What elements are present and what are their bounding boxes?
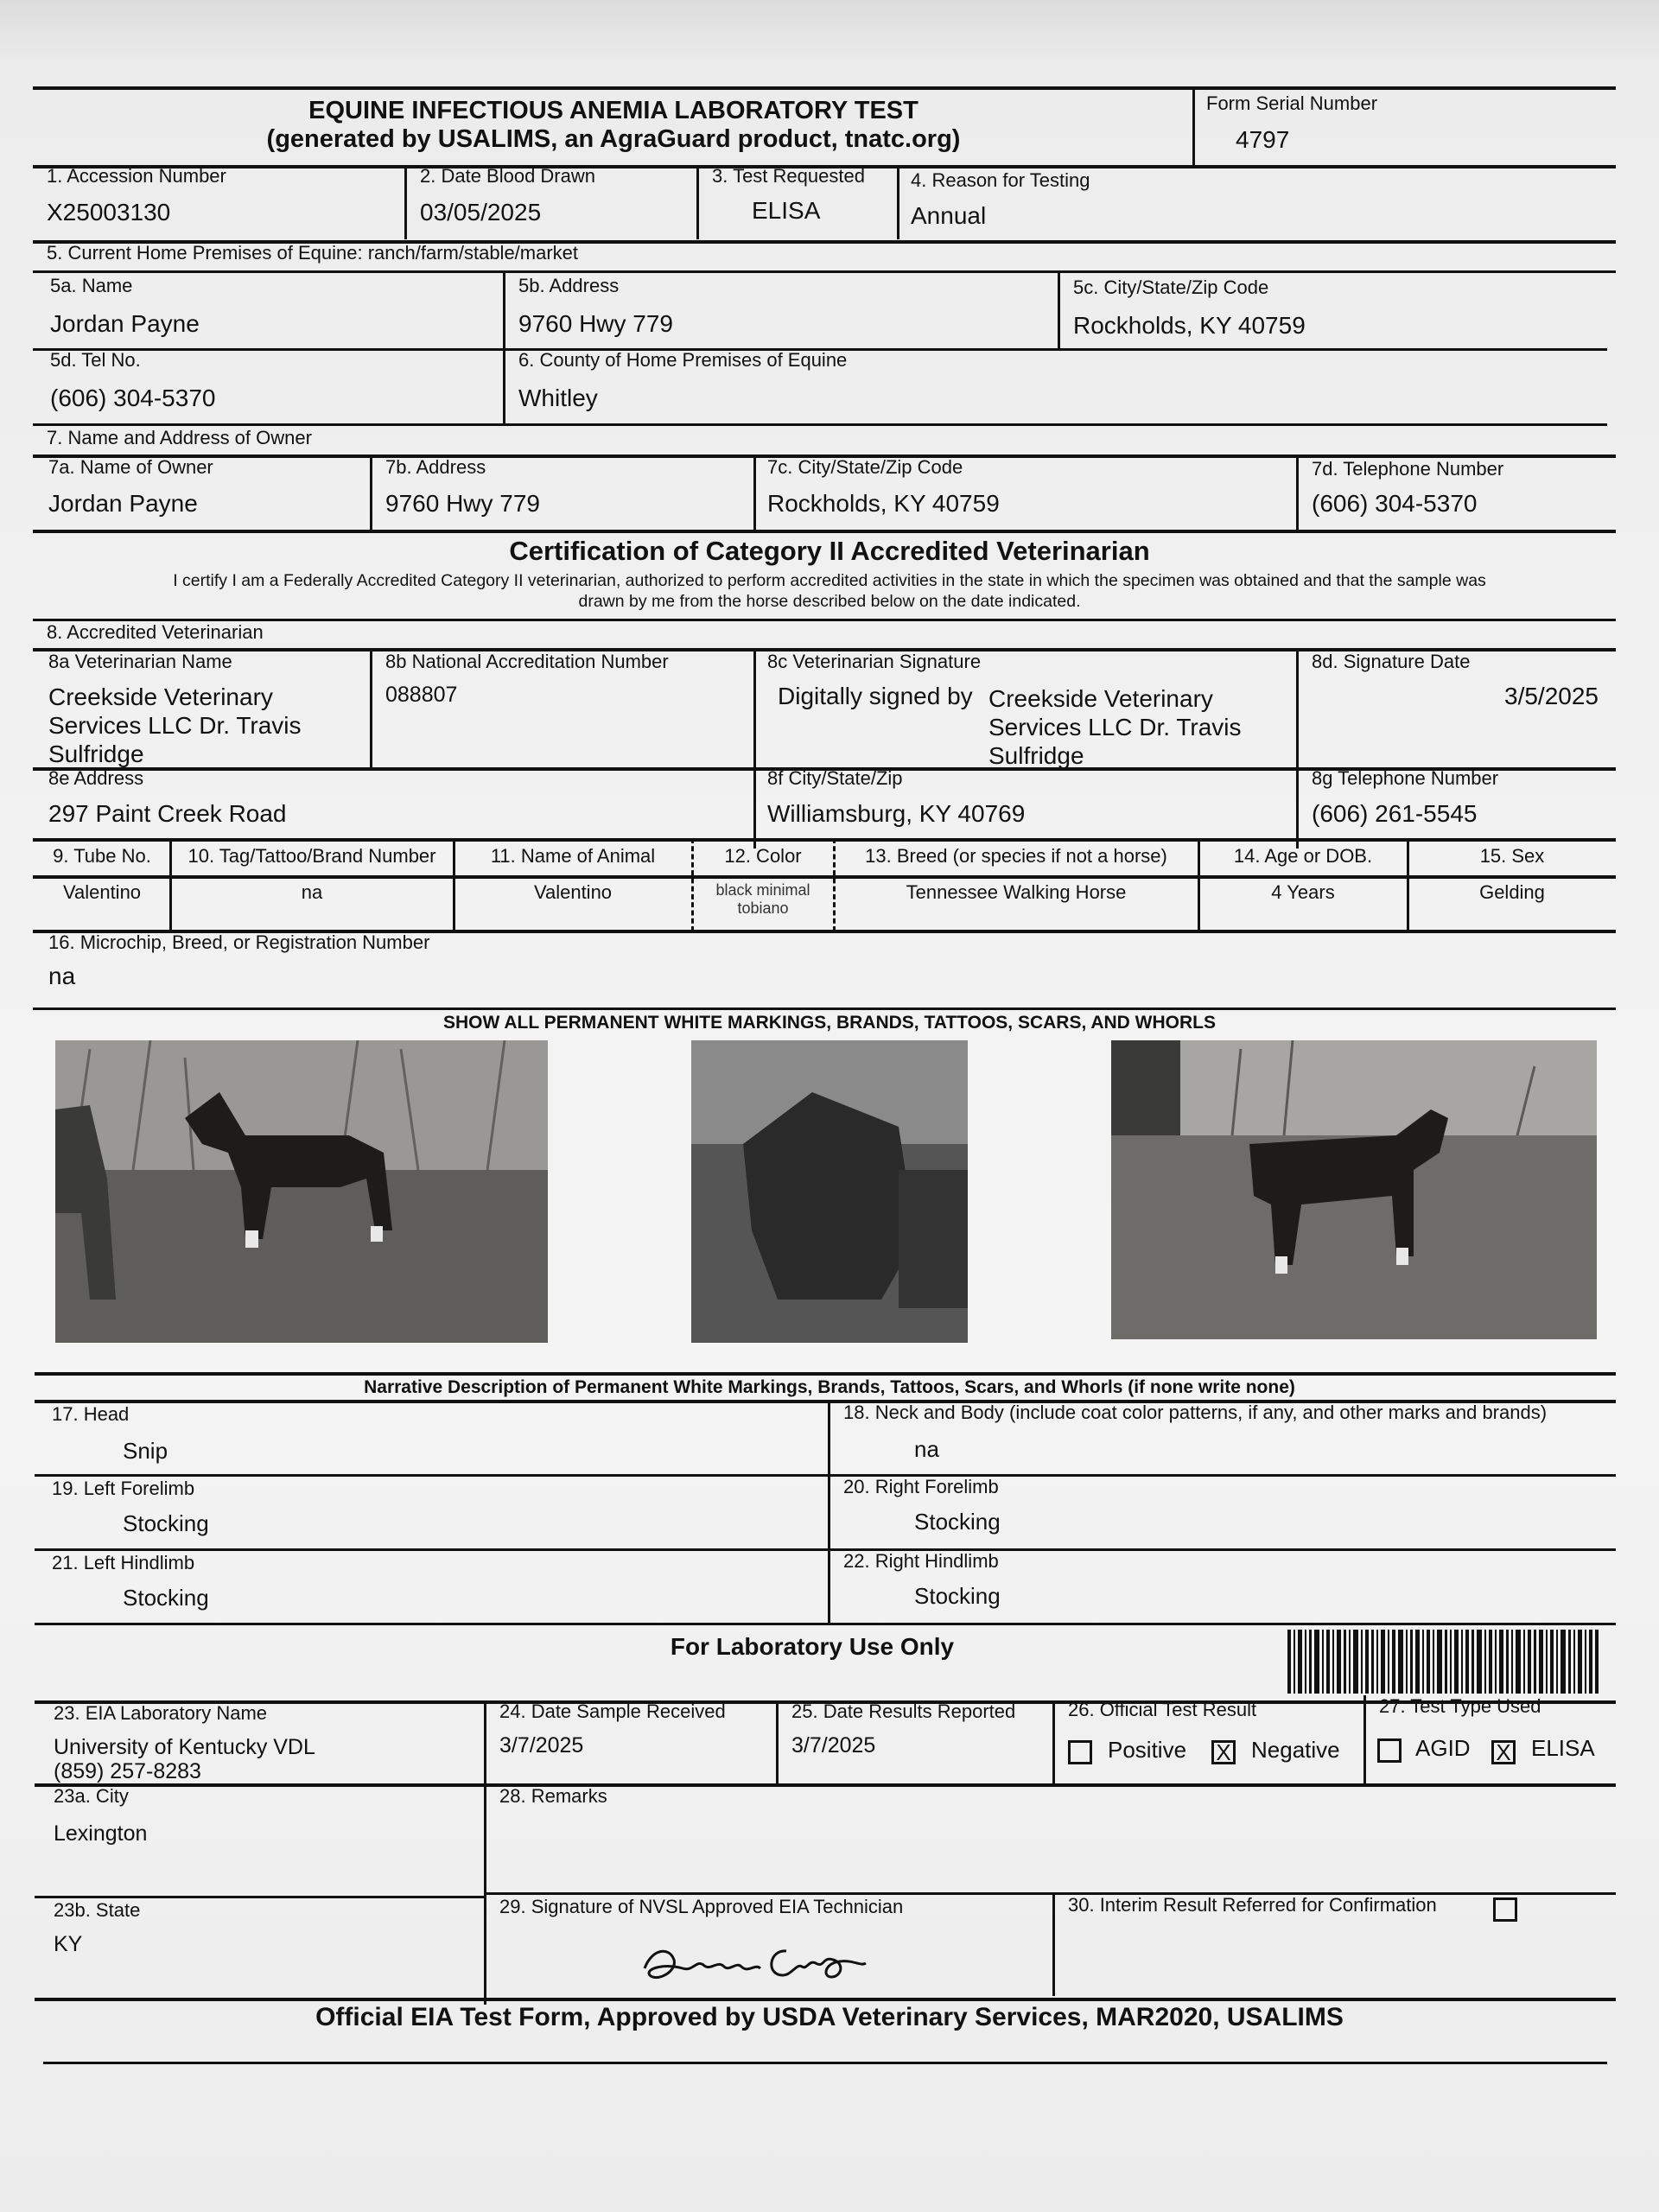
premises-city-value: Rockholds, KY 40759	[1073, 312, 1306, 339]
divider	[503, 270, 505, 424]
lab-state-label: 23b. State	[54, 1899, 141, 1921]
row-rule	[33, 1007, 1616, 1010]
divider	[370, 454, 372, 531]
horse-photo-left-image	[55, 1040, 548, 1343]
right-forelimb-value: Stocking	[914, 1509, 1001, 1535]
horse-photo-middle	[691, 1040, 968, 1343]
premises-name-label: 5a. Name	[50, 275, 133, 296]
owner-name-value: Jordan Payne	[48, 490, 198, 517]
row-rule	[33, 619, 1616, 621]
elisa-checkbox[interactable]	[1491, 1740, 1516, 1764]
nan-label: 8b National Accreditation Number	[385, 651, 669, 672]
neck-body-value: na	[914, 1436, 939, 1462]
vet-address-label: 8e Address	[48, 767, 144, 789]
lab-state-value: KY	[54, 1932, 83, 1956]
signature-date-value: 3/5/2025	[1504, 683, 1599, 709]
owner-tel-value: (606) 304-5370	[1312, 490, 1478, 517]
lab-city-label: 23a. City	[54, 1785, 129, 1807]
positive-label: Positive	[1108, 1737, 1187, 1763]
positive-checkbox[interactable]	[1068, 1740, 1092, 1764]
lab-name-label: 23. EIA Laboratory Name	[54, 1702, 268, 1724]
serial-value: 4797	[1236, 126, 1290, 153]
vet-name-line3: Sulfridge	[48, 741, 144, 767]
form-title	[35, 97, 1192, 154]
lab-city-value: Lexington	[54, 1821, 148, 1846]
divider	[1052, 1892, 1055, 1996]
footer-text: Official EIA Test Form, Approved by USDA Veterinary Services, MAR2020, USALIMS	[315, 2003, 1344, 2031]
row-rule	[33, 423, 1607, 426]
reason-label: 4. Reason for Testing	[911, 169, 1090, 191]
color-value-line1: black minimal	[715, 881, 810, 899]
row-rule	[33, 270, 1616, 273]
divider	[776, 1700, 779, 1783]
horse-photo-left	[55, 1040, 548, 1343]
premises-tel-label: 5d. Tel No.	[50, 349, 141, 371]
vet-signature-line3: Sulfridge	[988, 742, 1084, 769]
test-result-label: 26. Official Test Result	[1068, 1699, 1257, 1720]
county-value: Whitley	[518, 385, 598, 411]
animal-name-value: Valentino	[533, 881, 613, 903]
interim-label: 30. Interim Result Referred for Confirmation	[1068, 1894, 1437, 1916]
divider	[828, 1400, 830, 1623]
agid-label: AGID	[1415, 1735, 1471, 1761]
test-requested-value: ELISA	[752, 197, 821, 224]
premises-address-value: 9760 Hwy 779	[518, 310, 674, 337]
right-hindlimb-label: 22. Right Hindlimb	[843, 1550, 999, 1572]
photos-heading: SHOW ALL PERMANENT WHITE MARKINGS, BRANDS, TATTOOS, SCARS, AND WHORLS	[442, 1013, 1217, 1033]
divider	[696, 165, 699, 239]
owner-tel-label: 7d. Telephone Number	[1312, 458, 1504, 480]
row-rule	[35, 1783, 1616, 1787]
color-value	[693, 881, 833, 918]
vet-signature-label: 8c Veterinarian Signature	[767, 651, 982, 672]
tag-label: 10. Tag/Tattoo/Brand Number	[188, 845, 436, 867]
owner-section-label: 7. Name and Address of Owner	[47, 427, 312, 448]
narrative-heading: Narrative Description of Permanent White Markings, Brands, Tattoos, Scars, and Whorls (if none write none)	[364, 1377, 1295, 1397]
divider	[370, 648, 372, 769]
lab-phone-value: (859) 257-8283	[54, 1759, 201, 1783]
interim-checkbox[interactable]	[1493, 1897, 1517, 1922]
certification-text	[35, 570, 1624, 612]
tube-value: Valentino	[62, 881, 142, 903]
divider	[1058, 270, 1060, 348]
vet-city-value: Williamsburg, KY 40769	[767, 800, 1026, 827]
negative-checkmark: X	[1216, 1739, 1231, 1765]
row-rule	[35, 1998, 1616, 2001]
divider	[1363, 1695, 1366, 1783]
elisa-label: ELISA	[1531, 1735, 1595, 1761]
owner-city-label: 7c. City/State/Zip Code	[767, 456, 963, 478]
vet-name-label: 8a Veterinarian Name	[48, 651, 232, 672]
vet-tel-label: 8g Telephone Number	[1312, 767, 1499, 789]
tech-signature-image	[639, 1934, 881, 1994]
horse-photo-middle-image	[691, 1040, 968, 1343]
divider	[1052, 1700, 1055, 1783]
owner-name-label: 7a. Name of Owner	[48, 456, 213, 478]
color-value-line2: tobiano	[737, 899, 789, 917]
vet-signature-prefix: Digitally signed by	[778, 683, 973, 709]
row-rule	[484, 1892, 1616, 1895]
microchip-value: na	[48, 963, 76, 989]
row-rule	[35, 1623, 1616, 1625]
certification-title: Certification of Category II Accredited Veterinarian	[509, 536, 1150, 566]
left-hindlimb-value: Stocking	[123, 1585, 209, 1611]
date-received-label: 24. Date Sample Received	[499, 1700, 726, 1722]
head-value: Snip	[123, 1438, 168, 1464]
row-rule	[35, 1896, 484, 1898]
accession-value: X25003130	[47, 199, 171, 226]
barcode-image	[1287, 1630, 1600, 1694]
vet-name-value	[48, 683, 302, 768]
left-forelimb-value: Stocking	[123, 1510, 209, 1536]
animal-name-label: 11. Name of Animal	[490, 845, 656, 867]
vet-signature-line2: Services LLC Dr. Travis	[988, 714, 1242, 741]
row-rule	[33, 530, 1616, 533]
sex-value: Gelding	[1479, 881, 1545, 903]
right-forelimb-label: 20. Right Forelimb	[843, 1476, 999, 1497]
row-rule	[35, 1474, 1616, 1477]
form-title-line2: (generated by USALIMS, an AgraGuard product, tnatc.org)	[266, 125, 961, 153]
date-drawn-value: 03/05/2025	[420, 199, 542, 226]
sex-label: 15. Sex	[1479, 845, 1545, 867]
date-drawn-label: 2. Date Blood Drawn	[420, 165, 595, 187]
certification-text-line2: drawn by me from the horse described below on the date indicated.	[578, 592, 1081, 611]
negative-label: Negative	[1251, 1737, 1340, 1763]
vet-signature-name	[988, 684, 1242, 770]
vet-name-line2: Services LLC Dr. Travis	[48, 712, 302, 739]
row-rule	[43, 2062, 1607, 2064]
serial-label: Form Serial Number	[1206, 92, 1378, 114]
microchip-label: 16. Microchip, Breed, or Registration Number	[48, 931, 430, 953]
divider	[484, 1700, 486, 2005]
right-hindlimb-value: Stocking	[914, 1583, 1001, 1609]
breed-value: Tennessee Walking Horse	[906, 881, 1127, 903]
barcode	[1287, 1630, 1600, 1694]
horse-photo-right	[1111, 1040, 1597, 1339]
remarks-label: 28. Remarks	[499, 1785, 607, 1807]
neck-body-label: 18. Neck and Body (include coat color patterns, if any, and other marks and brands)	[843, 1402, 1548, 1423]
row-rule	[35, 1548, 1616, 1551]
premises-name-value: Jordan Payne	[50, 310, 200, 337]
owner-city-value: Rockholds, KY 40759	[767, 490, 1000, 517]
owner-address-label: 7b. Address	[385, 456, 486, 478]
vet-tel-value: (606) 261-5545	[1312, 800, 1478, 827]
row-rule	[33, 875, 1616, 879]
divider	[1296, 648, 1299, 849]
lab-name-value: University of Kentucky VDL	[54, 1735, 315, 1759]
divider	[404, 165, 407, 239]
test-requested-label: 3. Test Requested	[712, 165, 865, 187]
tech-signature	[639, 1934, 881, 1994]
top-rule	[33, 86, 1616, 90]
tech-signature-label: 29. Signature of NVSL Approved EIA Technician	[499, 1896, 904, 1917]
elisa-checkmark: X	[1496, 1739, 1511, 1765]
divider	[753, 648, 756, 849]
owner-address-value: 9760 Hwy 779	[385, 490, 541, 517]
horse-photo-right-image	[1111, 1040, 1597, 1339]
county-label: 6. County of Home Premises of Equine	[518, 349, 848, 371]
premises-section-label: 5. Current Home Premises of Equine: ranch/farm/stable/market	[47, 242, 579, 264]
lab-heading: For Laboratory Use Only	[670, 1633, 955, 1660]
certification-text-line1: I certify I am a Federally Accredited Category II veterinarian, authorized to perform accredited activities in the state in which the specimen was obtained and that the sample was	[173, 571, 1486, 590]
row-rule	[33, 838, 1616, 842]
date-reported-value: 3/7/2025	[791, 1733, 876, 1758]
vet-signature-line1: Creekside Veterinary	[988, 685, 1213, 712]
tube-label: 9. Tube No.	[53, 845, 151, 867]
age-label: 14. Age or DOB.	[1233, 845, 1373, 867]
test-type-label: 27. Test Type Used	[1379, 1695, 1541, 1717]
left-hindlimb-label: 21. Left Hindlimb	[52, 1552, 195, 1573]
age-value: 4 Years	[1271, 881, 1335, 903]
signature-date-label: 8d. Signature Date	[1312, 651, 1471, 672]
premises-tel-value: (606) 304-5370	[50, 385, 216, 411]
vet-name-line1: Creekside Veterinary	[48, 683, 273, 710]
divider	[1296, 454, 1299, 531]
agid-checkbox[interactable]	[1377, 1738, 1402, 1763]
premises-address-label: 5b. Address	[518, 275, 620, 296]
divider	[1192, 86, 1195, 166]
left-forelimb-label: 19. Left Forelimb	[52, 1478, 195, 1499]
nan-value: 088807	[385, 683, 458, 707]
accession-label: 1. Accession Number	[47, 165, 226, 187]
premises-city-label: 5c. City/State/Zip Code	[1073, 276, 1269, 298]
breed-label: 13. Breed (or species if not a horse)	[865, 845, 1167, 867]
color-label: 12. Color	[724, 845, 802, 867]
row-rule	[35, 1372, 1616, 1376]
form-title-line1: EQUINE INFECTIOUS ANEMIA LABORATORY TEST	[308, 97, 918, 124]
divider	[897, 165, 899, 239]
date-received-value: 3/7/2025	[499, 1733, 584, 1758]
vet-address-value: 297 Paint Creek Road	[48, 800, 287, 827]
head-label: 17. Head	[52, 1403, 130, 1425]
divider	[753, 454, 756, 531]
vet-section-label: 8. Accredited Veterinarian	[47, 621, 264, 643]
negative-checkbox[interactable]	[1211, 1740, 1236, 1764]
tag-value: na	[301, 881, 323, 903]
date-reported-label: 25. Date Results Reported	[791, 1700, 1016, 1722]
vet-city-label: 8f City/State/Zip	[767, 767, 903, 789]
reason-value: Annual	[911, 202, 987, 229]
